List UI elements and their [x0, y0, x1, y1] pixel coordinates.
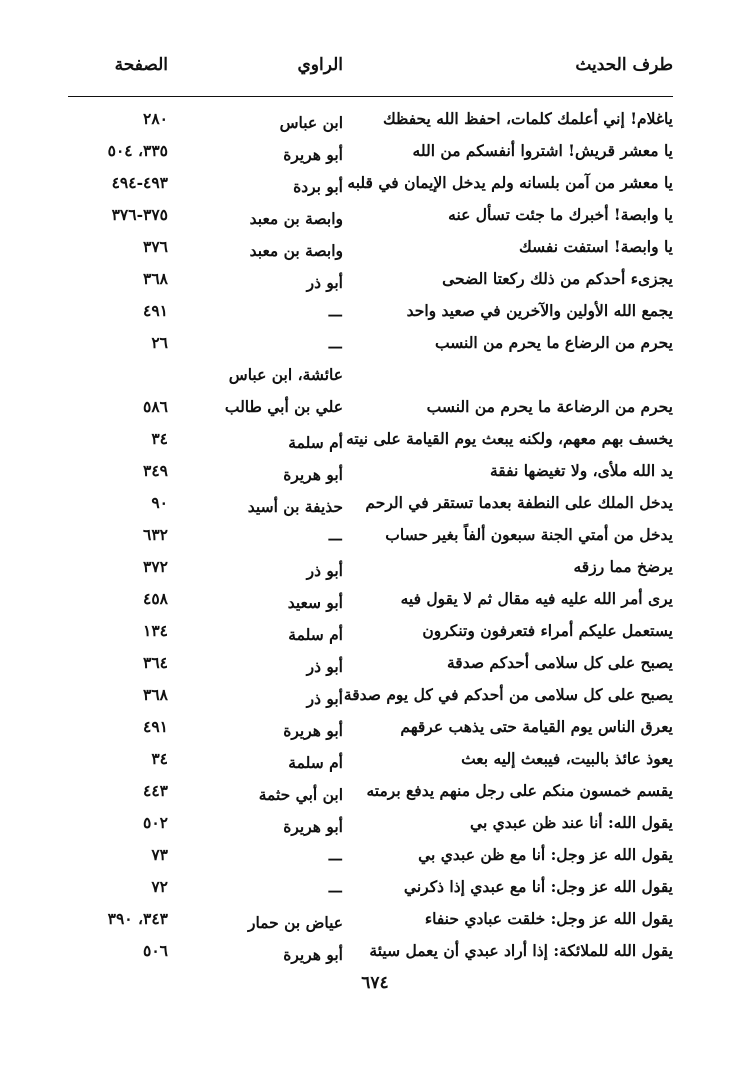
- hadith-text: يخسف بهم معهم، ولكنه يبعث يوم القيامة على نيته: [346, 429, 673, 448]
- page-reference: ٣٣٥، ٥٠٤: [107, 141, 168, 160]
- table-header: [68, 55, 673, 87]
- table-row: [68, 423, 673, 455]
- hadith-text: يا معشر قريش! اشتروا أنفسكم من الله: [412, 141, 673, 160]
- narrator-name: أبو بردة: [293, 177, 343, 196]
- table-row: [68, 615, 673, 647]
- hadith-text: يصبح على كل سلامى من أحدكم في كل يوم صدقة: [343, 685, 673, 704]
- hadith-text: يقسم خمسون منكم على رجل منهم يدفع برمته: [366, 781, 673, 800]
- table-row: [68, 647, 673, 679]
- narrator-name: أم سلمة: [288, 753, 343, 772]
- page-reference: ٣٧٥-٣٧٦: [111, 205, 168, 224]
- hadith-text: يا معشر من آمن بلسانه ولم يدخل الإيمان في قلبه: [347, 173, 673, 192]
- table-row: [68, 871, 673, 903]
- table-row: [68, 935, 673, 967]
- narrator-name: أبو سعيد: [287, 593, 343, 612]
- page-reference: ٤٩١: [143, 301, 168, 320]
- table-row: [68, 839, 673, 871]
- page-reference: ٣٤: [151, 749, 168, 768]
- page-reference: ٥٨٦: [143, 397, 168, 416]
- narrator-name: أبو هريرة: [283, 465, 343, 484]
- page-reference: ٣٦٨: [143, 269, 168, 288]
- page-reference: ٤٥٨: [143, 589, 168, 608]
- table-row: [68, 359, 673, 423]
- header-divider: [68, 96, 673, 97]
- hadith-text: يدخل من أمتي الجنة سبعون ألفاً بغير حساب: [385, 525, 673, 544]
- table-row: [68, 327, 673, 359]
- table-row: [68, 295, 673, 327]
- hadith-text: يستعمل عليكم أمراء فتعرفون وتنكرون: [422, 621, 673, 640]
- table-row: [68, 103, 673, 135]
- narrator-name: عياض بن حمار: [247, 913, 343, 932]
- page-reference: ٣٤٩: [143, 461, 168, 480]
- page-reference: ٣٧٢: [143, 557, 168, 576]
- narrator-name: عائشة، ابن عباس: [228, 365, 343, 384]
- narrator-name: —: [327, 337, 343, 356]
- hadith-text: يحرم من الرضاعة ما يحرم من النسب: [426, 397, 673, 416]
- hadith-text: يقول الله عز وجل: أنا مع عبدي إذا ذكرني: [403, 877, 673, 896]
- hadith-text: يقول الله عز وجل: أنا مع ظن عبدي بي: [418, 845, 673, 864]
- hadith-text: يدخل الملك على النطفة بعدما تستقر في الرحم: [365, 493, 673, 512]
- narrator-name: أبو هريرة: [283, 721, 343, 740]
- table-row: [68, 583, 673, 615]
- table-row: [68, 551, 673, 583]
- narrator-name: ابن أبي حثمة: [258, 785, 343, 804]
- hadith-text: يجمع الله الأولين والآخرين في صعيد واحد: [406, 301, 673, 320]
- page-reference: ٣٤: [151, 429, 168, 448]
- narrator-name-secondary: علي بن أبي طالب: [224, 397, 343, 416]
- table-row: [68, 199, 673, 231]
- table-row: [68, 167, 673, 199]
- table-row: [68, 679, 673, 711]
- narrator-name: أبو هريرة: [283, 945, 343, 964]
- page-reference: ٧٣: [151, 845, 168, 864]
- narrator-name: أبو ذر: [306, 689, 343, 708]
- table-row: [68, 743, 673, 775]
- narrator-name: أم سلمة: [288, 625, 343, 644]
- page-reference: ٤٤٣: [143, 781, 168, 800]
- narrator-name: —: [327, 305, 343, 324]
- page-number: ٦٧٤: [361, 973, 389, 993]
- narrator-name: أبو هريرة: [283, 145, 343, 164]
- index-table: [68, 103, 673, 967]
- narrator-name: —: [327, 849, 343, 868]
- table-row: [68, 519, 673, 551]
- table-row: [68, 231, 673, 263]
- table-row: [68, 455, 673, 487]
- page-reference: ٤٩١: [143, 717, 168, 736]
- page-reference: ٢٨٠: [143, 109, 168, 128]
- narrator-name: أبو ذر: [306, 657, 343, 676]
- hadith-text: يقول الله عز وجل: خلقت عبادي حنفاء: [424, 909, 673, 928]
- narrator-name: —: [327, 529, 343, 548]
- narrator-name: وابصة بن معبد: [249, 241, 343, 260]
- page-reference: ٧٢: [151, 877, 168, 896]
- page-reference: ٣٦٨: [143, 685, 168, 704]
- narrator-name: حذيفة بن أسيد: [247, 497, 343, 516]
- hadith-text: يجزىء أحدكم من ذلك ركعتا الضحى: [442, 269, 673, 288]
- narrator-name: أبو ذر: [306, 561, 343, 580]
- table-row: [68, 263, 673, 295]
- hadith-text: يعرق الناس يوم القيامة حتى يذهب عرقهم: [400, 717, 673, 736]
- page-reference: ٦٣٢: [143, 525, 168, 544]
- hadith-text: يا وابصة! أخبرك ما جئت تسأل عنه: [448, 205, 673, 224]
- page-reference: ٣٦٤: [143, 653, 168, 672]
- page-reference: ٩٠: [151, 493, 168, 512]
- page-reference: ٢٦: [151, 333, 168, 352]
- narrator-name: أبو ذر: [306, 273, 343, 292]
- narrator-name: وابصة بن معبد: [249, 209, 343, 228]
- hadith-text: يعوذ عائذ بالبيت، فيبعث إليه بعث: [461, 749, 673, 768]
- table-row: [68, 711, 673, 743]
- hadith-text: ياغلام! إني أعلمك كلمات، احفظ الله يحفظك: [382, 109, 673, 128]
- narrator-name: أبو هريرة: [283, 817, 343, 836]
- table-row: [68, 807, 673, 839]
- page-reference: ٥٠٦: [143, 941, 168, 960]
- narrator-name: ابن عباس: [279, 113, 343, 132]
- hadith-text: يرى أمر الله عليه فيه مقال ثم لا يقول فيه: [400, 589, 673, 608]
- hadith-text: يقول الله للملائكة: إذا أراد عبدي أن يعمل سيئة: [369, 941, 673, 960]
- column-header-page: الصفحة: [114, 55, 168, 75]
- narrator-name: أم سلمة: [288, 433, 343, 452]
- narrator-cell: [225, 359, 343, 423]
- table-row: [68, 903, 673, 935]
- page-reference: ٣٧٦: [143, 237, 168, 256]
- hadith-text: يرضخ مما رزقه: [573, 557, 673, 576]
- hadith-text: يا وابصة! استفت نفسك: [519, 237, 673, 256]
- page-reference: ١٣٤: [143, 621, 168, 640]
- table-row: [68, 487, 673, 519]
- hadith-text: يحرم من الرضاع ما يحرم من النسب: [434, 333, 673, 352]
- table-row: [68, 775, 673, 807]
- hadith-text: يصبح على كل سلامى أحدكم صدقة: [446, 653, 673, 672]
- hadith-text: يد الله ملأى، ولا تغيضها نفقة: [490, 461, 673, 480]
- narrator-cell: [283, 939, 343, 971]
- page-reference: ٤٩٣-٤٩٤: [111, 173, 168, 192]
- hadith-text: يقول الله: أنا عند ظن عبدي بي: [470, 813, 673, 832]
- page-reference: ٣٤٣، ٣٩٠: [107, 909, 168, 928]
- page-reference: ٥٠٢: [143, 813, 168, 832]
- column-header-narrator: الراوي: [297, 55, 343, 75]
- narrator-name: —: [327, 881, 343, 900]
- column-header-hadith: طرف الحديث: [575, 55, 673, 75]
- table-row: [68, 135, 673, 167]
